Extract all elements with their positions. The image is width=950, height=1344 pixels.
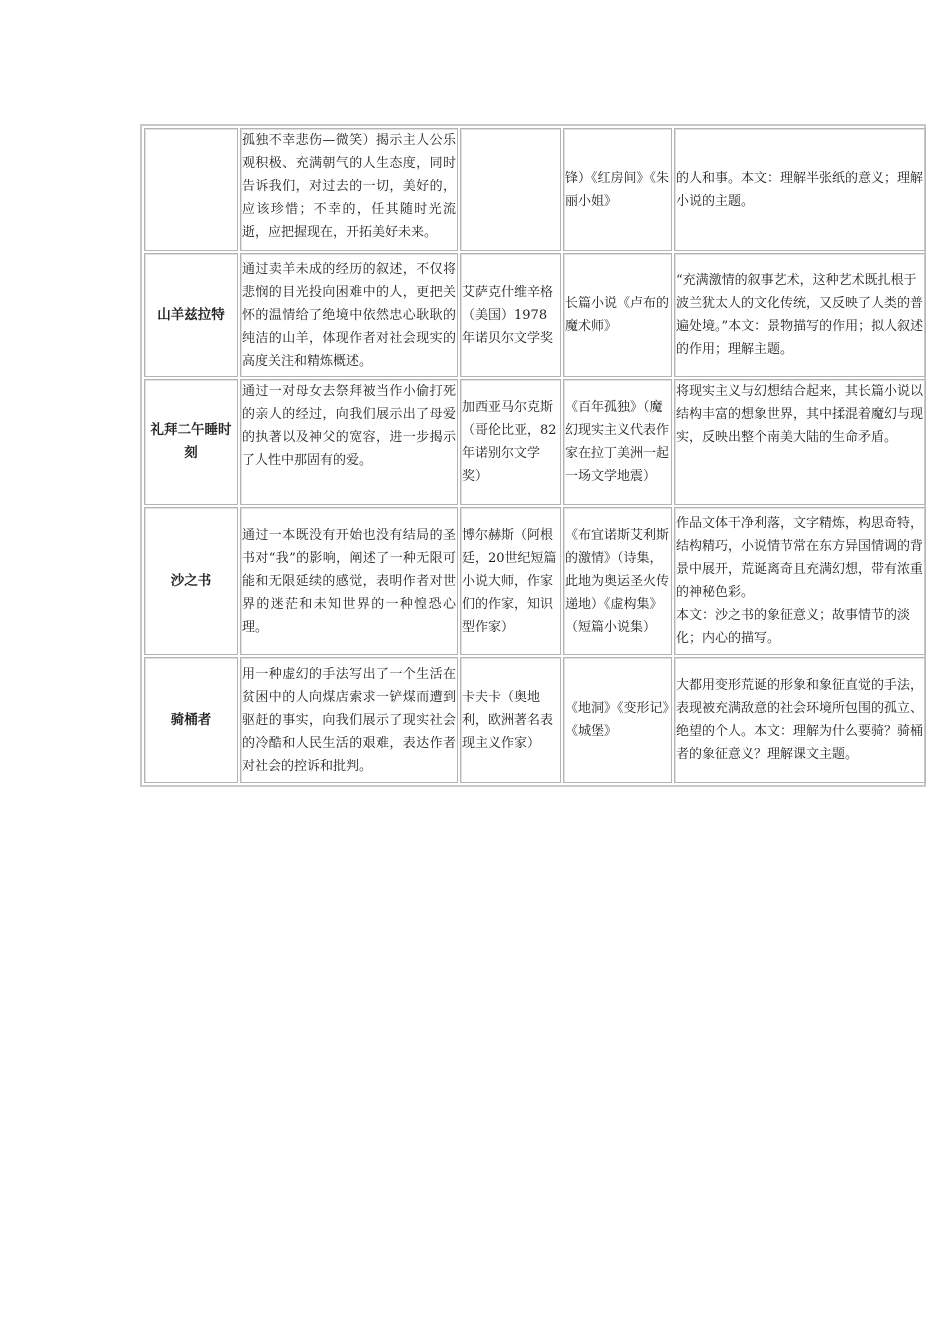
story-summary: 通过一对母女去祭拜被当作小偷打死的亲人的经过，向我们展示出了母爱的执著以及神父的宽容，进一步揭示了人性中那固有的爱。 [240,379,458,505]
notes-cell [674,657,926,783]
author-cell [460,128,561,251]
story-summary: 用一种虚幻的手法写出了一个生活在贫困中的人向煤店索求一铲煤而遭到驱赶的事实，向我们展示了现实社会的冷酷和人民生活的艰难，表达作者对社会的控诉和批判。 [240,657,458,783]
story-title: 沙之书 [144,507,238,655]
table-row [144,128,926,251]
story-title: 骑桶者 [144,657,238,783]
notes-cell [674,128,926,251]
notes-text: 的人和事。本文：理解半张纸的意义；理解小说的主题。 [676,170,924,209]
table-row [144,253,926,377]
notes-cell [674,379,926,505]
notes-cell [674,507,926,655]
author-cell: 卡夫卡（奥地利，欧洲著名表现主义作家） [460,657,561,783]
story-summary: 通过卖羊未成的经历的叙述，不仅将悲悯的目光投向困难中的人，更把关怀的温情给了绝境中依然忠心耿耿的纯洁的山羊，体现作者对社会现实的高度关注和精炼概述。 [240,253,458,377]
notes-text: 大都用变形荒诞的形象和象征直觉的手法，表现被充满敌意的社会环境所包围的孤立、绝望的个人。本文：理解为什么要骑？骑桶者的象征意义？理解课文主题。 [676,678,924,762]
story-summary: 孤独不幸悲伤—微笑）揭示主人公乐观积极、充满朝气的人生态度，同时告诉我们，对过去的一切，美好的，应该珍惜；不幸的，任其随时光流逝，应把握现在，开拓美好未来。 [240,128,458,251]
notes-text: 将现实主义与幻想结合起来，其长篇小说以结构丰富的想象世界，其中揉混着魔幻与现实，反映出整个南美大陆的生命矛盾。 [676,384,924,445]
table-row [144,657,926,783]
author-cell: 艾萨克什维辛格（美国）1978年诺贝尔文学奖 [460,253,561,377]
table-row [144,379,926,505]
story-summary: 通过一本既没有开始也没有结局的圣书对“我”的影响，阐述了一种无限可能和无限延续的感觉，表明作者对世界的迷茫和未知世界的一种惶恐心理。 [240,507,458,655]
notes-text: 本文：沙之书的象征意义；故事情节的淡化；内心的描写。 [676,608,911,646]
notes-cell [674,253,926,377]
table-row [144,507,926,655]
story-title: 礼拜二午睡时刻 [144,379,238,505]
story-title: 山羊兹拉特 [144,253,238,377]
table [142,126,928,785]
author-cell: 加西亚马尔克斯（哥伦比亚，82年诺别尔文学奖） [460,379,561,505]
works-cell: 《布宜诺斯艾利斯的激情》（诗集，此地为奥运圣火传递地）《虚构集》（短篇小说集） [563,507,672,655]
works-cell: 《地洞》《变形记》《城堡》 [563,657,672,783]
notes-text: “充满激情的叙事艺术，这种艺术既扎根于波兰犹太人的文化传统，又反映了人类的普遍处境。”本文：景物描写的作用；拟人叙述的作用；理解主题。 [676,273,924,357]
works-cell: 锋）《红房间》《朱丽小姐》 [563,128,672,251]
works-cell: 长篇小说《卢布的魔术师》 [563,253,672,377]
works-cell: 《百年孤独》（魔幻现实主义代表作家在拉丁美洲一起一场文学地震） [563,379,672,505]
author-cell: 博尔赫斯（阿根廷，20世纪短篇小说大师，作家们的作家，知识型作家） [460,507,561,655]
story-title [144,128,238,251]
notes-text: 作品文体干净利落，文字精炼，构思奇特，结构精巧，小说情节常在东方异国情调的背景中展开，荒诞离奇且充满幻想，带有浓重的神秘色彩。 [676,516,924,600]
literature-table [140,124,926,787]
